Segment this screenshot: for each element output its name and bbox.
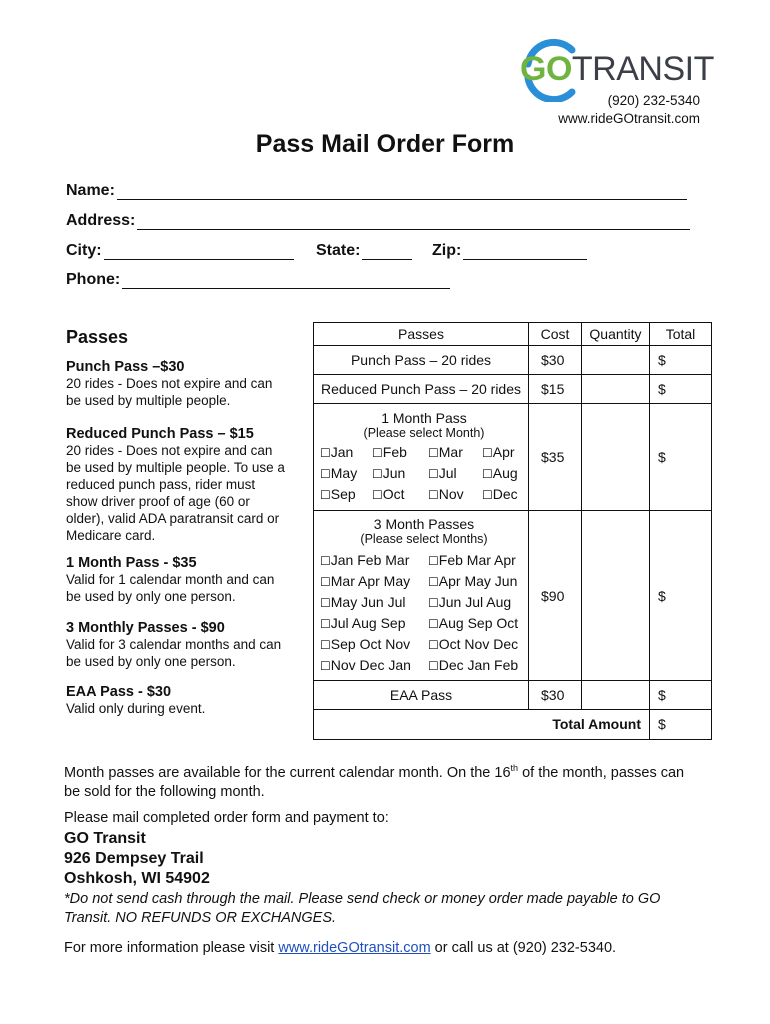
checkbox-icon[interactable]: ☐ bbox=[428, 616, 439, 631]
reduced-label: Reduced Punch Pass – 20 rides bbox=[314, 375, 529, 404]
phone-input-line[interactable] bbox=[122, 272, 450, 289]
row-1-month-pass bbox=[314, 404, 712, 511]
eaa-total: $ bbox=[650, 680, 712, 709]
desc-eaa-pass bbox=[66, 684, 288, 717]
address-label: Address: bbox=[66, 212, 136, 229]
eaa-cost: $30 bbox=[529, 680, 582, 709]
checkbox-icon[interactable]: ☐ bbox=[428, 487, 439, 502]
desc-text: 20 rides - Does not expire and can be used by multiple people. bbox=[66, 376, 273, 408]
checkbox-icon[interactable]: ☐ bbox=[428, 445, 439, 460]
row-reduced-punch-pass bbox=[314, 375, 712, 404]
three-month-checkbox[interactable] bbox=[320, 592, 428, 613]
desc-text: Valid for 3 calendar months and can be used by only one person. bbox=[66, 637, 282, 669]
month-checkbox-jun[interactable] bbox=[372, 463, 428, 484]
checkbox-icon[interactable]: ☐ bbox=[482, 445, 493, 460]
month-checkbox-oct[interactable] bbox=[372, 484, 428, 505]
three-month-checkbox[interactable] bbox=[428, 571, 530, 592]
month-label: Nov bbox=[438, 485, 464, 502]
month-total: $ bbox=[650, 404, 712, 511]
desc-name: Punch Pass –$30 bbox=[66, 359, 185, 375]
total-amount-value[interactable]: $ bbox=[650, 709, 712, 739]
month-pass-cell bbox=[314, 404, 529, 511]
desc-name: 1 Month Pass - $35 bbox=[66, 555, 197, 571]
cash-warning: *Do not send cash through the mail. Please send check or money order made payable to GO Transit. NO REFUNDS OR EXCHANGES. bbox=[64, 891, 661, 926]
checkbox-icon[interactable]: ☐ bbox=[320, 658, 331, 673]
three-month-checkbox[interactable] bbox=[320, 655, 428, 676]
month-label: Jun bbox=[382, 464, 406, 481]
city-input-line[interactable] bbox=[104, 243, 294, 260]
checkbox-icon[interactable]: ☐ bbox=[428, 637, 439, 652]
header-cost: Cost bbox=[529, 323, 582, 346]
month-checkbox-dec[interactable] bbox=[482, 484, 532, 505]
month-checkbox-mar[interactable] bbox=[428, 442, 482, 463]
reduced-total: $ bbox=[650, 375, 712, 404]
row-3-month-passes bbox=[314, 511, 712, 680]
state-input-line[interactable] bbox=[362, 243, 412, 260]
desc-3-monthly-passes bbox=[66, 620, 288, 670]
name-label: Name: bbox=[66, 182, 115, 199]
zip-field[interactable] bbox=[432, 242, 587, 260]
checkbox-icon[interactable]: ☐ bbox=[372, 445, 383, 460]
month-checkbox-aug[interactable] bbox=[482, 463, 532, 484]
row-punch-pass bbox=[314, 346, 712, 375]
month-label: Jan bbox=[330, 443, 354, 460]
month-checkbox-jan[interactable] bbox=[320, 442, 372, 463]
punch-total: $ bbox=[650, 346, 712, 375]
checkbox-icon[interactable]: ☐ bbox=[320, 616, 331, 631]
website-link[interactable]: www.rideGOtransit.com bbox=[278, 940, 431, 956]
city-field[interactable] bbox=[66, 242, 294, 260]
checkbox-icon[interactable]: ☐ bbox=[482, 466, 493, 481]
three-month-label: Oct Nov Dec bbox=[438, 635, 519, 652]
checkbox-icon[interactable]: ☐ bbox=[320, 595, 331, 610]
header-total: Total bbox=[650, 323, 712, 346]
three-month-cell bbox=[314, 511, 529, 680]
desc-name: EAA Pass - $30 bbox=[66, 684, 172, 700]
desc-text: Valid for 1 calendar month and can be used by only one person. bbox=[66, 572, 275, 604]
three-cost: $90 bbox=[529, 511, 582, 680]
zip-label: Zip: bbox=[432, 242, 462, 259]
three-total: $ bbox=[650, 511, 712, 680]
info-part-a: For more information please visit bbox=[64, 940, 279, 956]
checkbox-icon[interactable]: ☐ bbox=[428, 658, 439, 673]
desc-text: Valid only during event. bbox=[66, 701, 206, 716]
month-label: May bbox=[330, 464, 358, 481]
punch-cost: $30 bbox=[529, 346, 582, 375]
month-checkbox-may[interactable] bbox=[320, 463, 372, 484]
contact-website[interactable]: www.rideGOtransit.com bbox=[558, 111, 700, 126]
three-month-label: Sep Oct Nov bbox=[330, 635, 411, 652]
name-field[interactable] bbox=[66, 182, 687, 200]
desc-name: Reduced Punch Pass – $15 bbox=[66, 426, 254, 442]
month-label: 1 Month Pass bbox=[381, 409, 467, 426]
reduced-cost: $15 bbox=[529, 375, 582, 404]
table-header-row bbox=[314, 323, 712, 346]
month-checkbox-apr[interactable] bbox=[482, 442, 532, 463]
info-part-b: or call us at (920) 232-5340. bbox=[430, 940, 617, 956]
month-sub: (Please select Month) bbox=[363, 425, 485, 440]
reduced-quantity-input[interactable] bbox=[582, 375, 650, 404]
punch-quantity-input[interactable] bbox=[582, 346, 650, 375]
logo-wordmark: GOTRANSIT bbox=[520, 50, 714, 88]
checkbox-icon[interactable]: ☐ bbox=[428, 595, 439, 610]
address-line-3: Oshkosh, WI 54902 bbox=[64, 870, 210, 887]
note-part-b: of the month, passes can be sold for the following month. bbox=[64, 764, 685, 800]
three-month-label: Nov Dec Jan bbox=[330, 656, 411, 673]
three-month-label: Mar Apr May bbox=[330, 572, 411, 589]
month-pass-note bbox=[64, 759, 704, 802]
three-month-checkbox[interactable] bbox=[428, 634, 530, 655]
checkbox-icon[interactable]: ☐ bbox=[428, 574, 439, 589]
checkbox-icon[interactable]: ☐ bbox=[320, 445, 331, 460]
month-label: Apr bbox=[492, 443, 515, 460]
three-month-label: Jun Jul Aug bbox=[438, 593, 512, 610]
month-checkbox-feb[interactable] bbox=[372, 442, 428, 463]
three-month-label: Apr May Jun bbox=[438, 572, 518, 589]
month-checkbox-jul[interactable] bbox=[428, 463, 482, 484]
month-label: Jul bbox=[438, 464, 457, 481]
address-input-line[interactable] bbox=[137, 213, 690, 230]
row-total-amount bbox=[314, 709, 712, 739]
row-eaa-pass bbox=[314, 680, 712, 709]
order-table bbox=[313, 322, 712, 740]
more-info bbox=[64, 939, 724, 958]
three-month-checkbox[interactable] bbox=[428, 655, 530, 676]
month-quantity-input[interactable] bbox=[582, 404, 650, 511]
three-sub: (Please select Months) bbox=[360, 531, 488, 546]
three-month-checkbox-grid bbox=[320, 550, 528, 676]
state-field[interactable] bbox=[316, 242, 412, 260]
desc-1-month-pass bbox=[66, 555, 288, 605]
mail-intro: Please mail completed order form and payment to: bbox=[64, 810, 389, 826]
month-label: Feb bbox=[382, 443, 407, 460]
name-input-line[interactable] bbox=[117, 183, 687, 200]
three-month-label: Jan Feb Mar bbox=[330, 551, 410, 568]
desc-punch-pass bbox=[66, 359, 288, 409]
address-field[interactable] bbox=[66, 212, 690, 230]
note-superscript: th bbox=[510, 763, 519, 773]
three-month-label: Dec Jan Feb bbox=[438, 656, 519, 673]
month-checkbox-grid bbox=[320, 442, 528, 505]
mail-address bbox=[64, 829, 210, 889]
zip-input-line[interactable] bbox=[463, 243, 587, 260]
address-line-1: GO Transit bbox=[64, 830, 146, 847]
eaa-label: EAA Pass bbox=[314, 680, 529, 709]
checkbox-icon[interactable]: ☐ bbox=[320, 574, 331, 589]
three-month-checkbox[interactable] bbox=[428, 550, 530, 571]
address-line-2: 926 Dempsey Trail bbox=[64, 850, 204, 867]
contact-phone: (920) 232-5340 bbox=[607, 93, 700, 108]
month-label: Dec bbox=[492, 485, 518, 502]
three-month-checkbox[interactable] bbox=[428, 613, 530, 634]
checkbox-icon[interactable]: ☐ bbox=[428, 553, 439, 568]
month-label: Sep bbox=[330, 485, 356, 502]
three-month-checkbox[interactable] bbox=[320, 571, 428, 592]
note-part-a: Month passes are available for the current calendar month. On the 16 bbox=[64, 764, 511, 781]
checkbox-icon[interactable]: ☐ bbox=[320, 487, 331, 502]
three-month-checkbox[interactable] bbox=[320, 613, 428, 634]
three-month-checkbox[interactable] bbox=[320, 550, 428, 571]
three-month-label: May Jun Jul bbox=[330, 593, 406, 610]
three-quantity-input[interactable] bbox=[582, 511, 650, 680]
three-month-checkbox[interactable] bbox=[428, 592, 530, 613]
month-label: Aug bbox=[492, 464, 518, 481]
phone-field[interactable] bbox=[66, 271, 450, 289]
page-title: Pass Mail Order Form bbox=[255, 130, 515, 158]
three-month-label: Feb Mar Apr bbox=[438, 551, 516, 568]
month-label: Mar bbox=[438, 443, 463, 460]
passes-heading: Passes bbox=[66, 327, 129, 347]
month-label: Oct bbox=[382, 485, 405, 502]
state-label: State: bbox=[316, 242, 361, 259]
desc-name: 3 Monthly Passes - $90 bbox=[66, 620, 225, 636]
checkbox-icon[interactable]: ☐ bbox=[320, 637, 331, 652]
three-month-checkbox[interactable] bbox=[320, 634, 428, 655]
month-checkbox-nov[interactable] bbox=[428, 484, 482, 505]
punch-label: Punch Pass – 20 rides bbox=[314, 346, 529, 375]
checkbox-icon[interactable]: ☐ bbox=[428, 466, 439, 481]
month-cost: $35 bbox=[529, 404, 582, 511]
month-checkbox-sep[interactable] bbox=[320, 484, 372, 505]
desc-reduced-punch-pass bbox=[66, 426, 288, 544]
desc-text: 20 rides - Does not expire and can be used by multiple people. To use a reduced punch pass, rider must show driver proof of age (60 or older), valid ADA paratransit card or Medicare card. bbox=[66, 443, 285, 543]
checkbox-icon[interactable]: ☐ bbox=[320, 466, 331, 481]
city-label: City: bbox=[66, 242, 102, 259]
header-passes: Passes bbox=[314, 323, 529, 346]
eaa-quantity-input[interactable] bbox=[582, 680, 650, 709]
phone-label: Phone: bbox=[66, 271, 121, 288]
three-month-label: Aug Sep Oct bbox=[438, 614, 519, 631]
checkbox-icon[interactable]: ☐ bbox=[372, 466, 383, 481]
checkbox-icon[interactable]: ☐ bbox=[320, 553, 331, 568]
checkbox-icon[interactable]: ☐ bbox=[482, 487, 493, 502]
header-quantity: Quantity bbox=[582, 323, 650, 346]
total-amount-label: Total Amount bbox=[314, 709, 650, 739]
three-month-label: Jul Aug Sep bbox=[330, 614, 406, 631]
checkbox-icon[interactable]: ☐ bbox=[372, 487, 383, 502]
three-label: 3 Month Passes bbox=[373, 515, 475, 532]
